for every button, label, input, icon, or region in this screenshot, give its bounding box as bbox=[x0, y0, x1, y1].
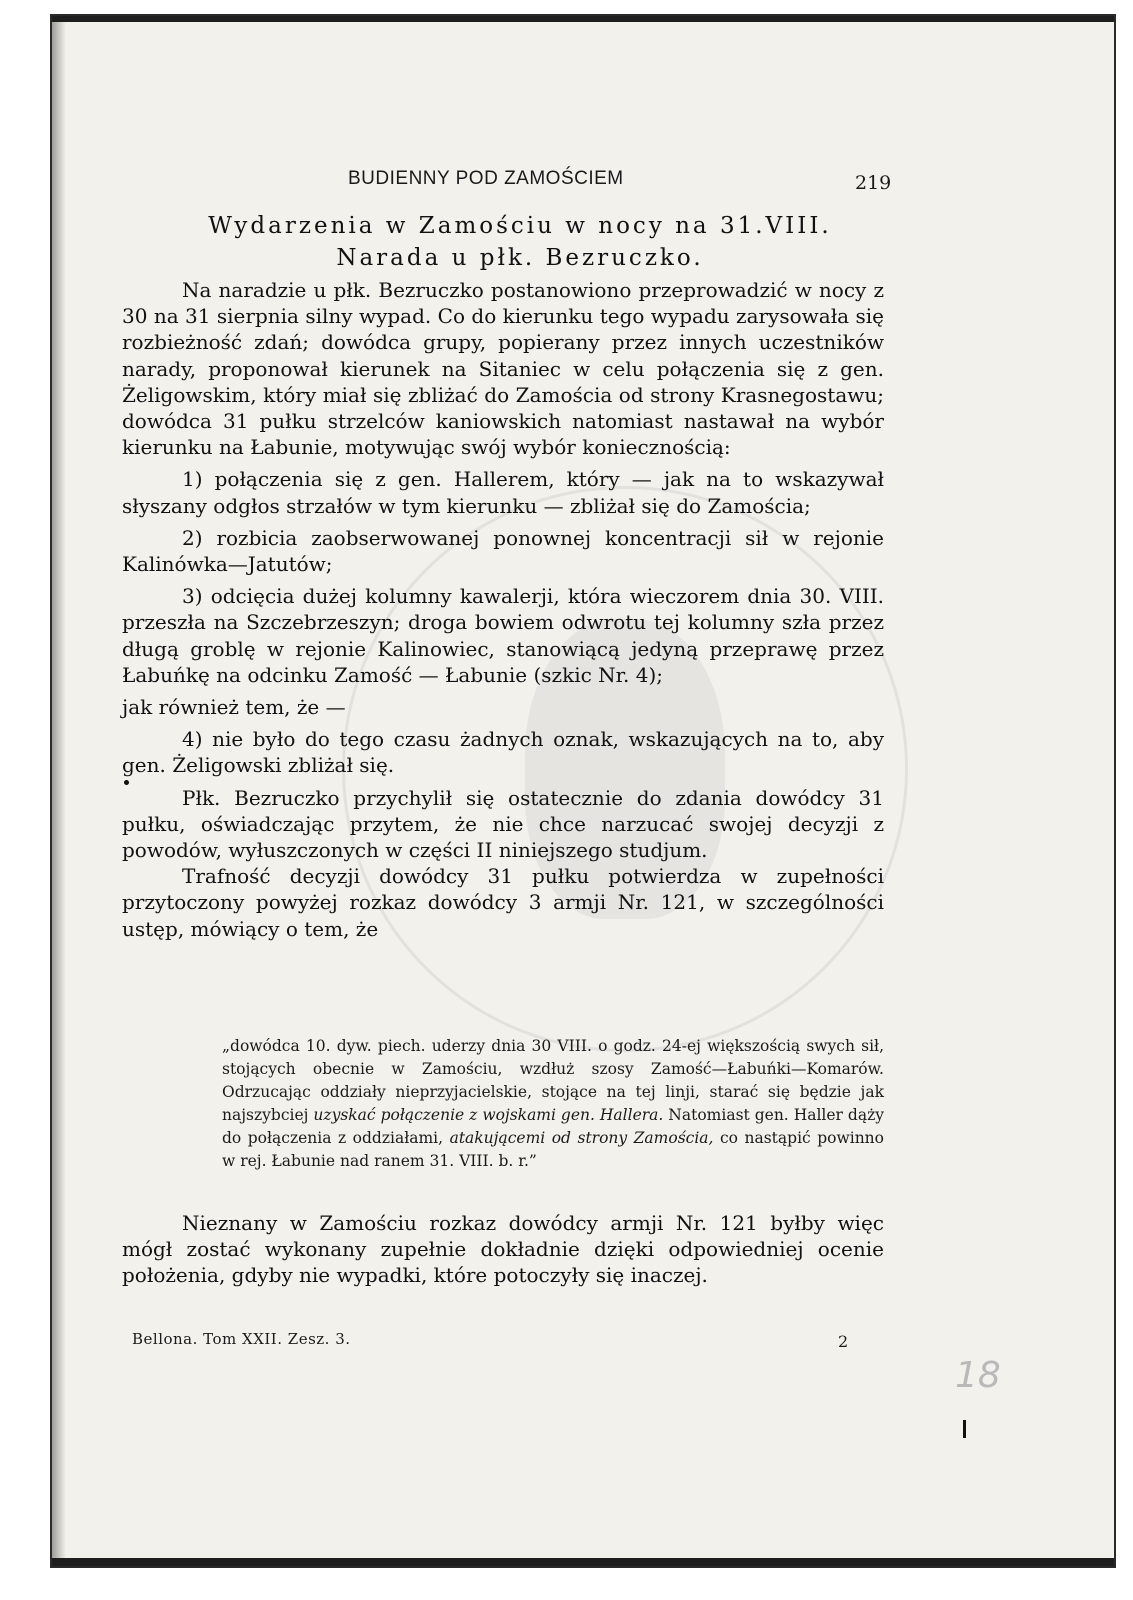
signature-mark: 2 bbox=[838, 1332, 849, 1351]
paragraph-intro: Na naradzie u płk. Bezruczko postanowiono przeprowadzić w nocy z 30 na 31 sierpnia silny wypad. Co do kierunku tego wypadu zarysowała się rozbieżność zdań; dowódca grupy, popierany przez innych uczestników narady, proponował kierunek na Sitaniec w celu połączenia się z gen. Żeligowskim, który miał się zbliżać do Zamościa od strony Krasnegostawu; dowódca 31 pułku strzelców kaniowskich natomiast nastawał na wybór kierunku na Łabunie, motywując swój wybór koniecznością: bbox=[122, 278, 884, 460]
paragraph-closing: Nieznany w Zamościu rozkaz dowódcy armji Nr. 121 byłby więc mógł zostać wykonany zupełnie dokładnie dzięki odpowiedniej ocenie położenia, gdyby nie wypadki, które potoczyły się inaczej. bbox=[122, 1211, 884, 1288]
page-bottom-border bbox=[52, 1558, 1114, 1566]
quote-italic-1: uzyskać połączenie z wojskami gen. Hallera. bbox=[313, 1106, 664, 1124]
paragraph-transition: jak również tem, że — bbox=[122, 695, 346, 720]
publication-footer: Bellona. Tom XXII. Zesz. 3. bbox=[132, 1330, 351, 1348]
section-heading bbox=[120, 210, 920, 274]
page-top-border bbox=[52, 16, 1114, 22]
section-title-line2: Narada u płk. Bezruczko. bbox=[336, 245, 704, 271]
closing-text bbox=[122, 1210, 884, 1289]
list-item-3: 3) odcięcia dużej kolumny kawalerji, która wieczorem dnia 30. VIII. przeszła na Szczebrzeszyn; droga bowiem odwrotu tej kolumny szła przez długą groblę w rejonie Kalinowiec, stanowiącą jedyną przeprawę przez Łabuńkę na odcinku Zamość — Łabunie (szkic Nr. 4); bbox=[122, 584, 884, 687]
quote-text-3: co nastąpić powinno w rej. Łabunie nad ranem 31. VIII. b. r.” bbox=[222, 1129, 884, 1170]
list-item-2: 2) rozbicia zaobserwowanej ponownej koncentracji sił w rejonie Kalinówka—Jatutów; bbox=[122, 525, 884, 577]
section-title-line1: Wydarzenia w Zamościu w nocy na 31.VIII. bbox=[208, 213, 832, 239]
margin-mark-tick bbox=[963, 1420, 966, 1438]
body-text bbox=[122, 277, 884, 942]
list-item-1: 1) połączenia się z gen. Hallerem, który — jak na to wskazywał słyszany odgłos strzałów w tym kierunku — zbliżał się do Zamościa; bbox=[122, 467, 884, 518]
paragraph-decision: Płk. Bezruczko przychylił się ostatecznie do zdania dowódcy 31 pułku, oświadczając przytem, że nie chce narzucać swojej decyzji z powodów, wyłuszczonych w części II niniejszego studjum. bbox=[122, 785, 884, 863]
running-title: BUDIENNY POD ZAMOŚCIEM bbox=[348, 168, 624, 189]
handwritten-annotation: 18 bbox=[955, 1355, 1001, 1396]
page-number: 219 bbox=[855, 172, 892, 194]
paragraph-confirmation: Trafność decyzji dowódcy 31 pułku potwierdza w zupełności przytoczony powyżej rozkaz dowódcy 3 armji Nr. 121, w szczególności ustęp, mówiący o tem, że bbox=[122, 864, 884, 941]
quote-text-2: Natomiast gen. Haller dąży do połączenia z oddziałami, bbox=[222, 1106, 885, 1147]
quote-italic-2: atakującemi od strony Zamościa, bbox=[449, 1129, 714, 1147]
list-item-4: 4) nie było do tego czasu żadnych oznak, wskazujących na to, aby gen. Żeligowski zbliżał się. bbox=[122, 727, 884, 778]
quote-text-1: „dowódca 10. dyw. piech. uderzy dnia 30 VIII. o godz. 24-ej większością swych sił, stojących obecnie w Zamościu, wzdłuż szosy Zamość—Łabuńki—Komarów. Odrzucając oddziały nieprzyjacielskie, stojące na tej linji, starać się będzie jak najszybciej bbox=[222, 1037, 884, 1124]
quoted-order bbox=[222, 1035, 884, 1173]
